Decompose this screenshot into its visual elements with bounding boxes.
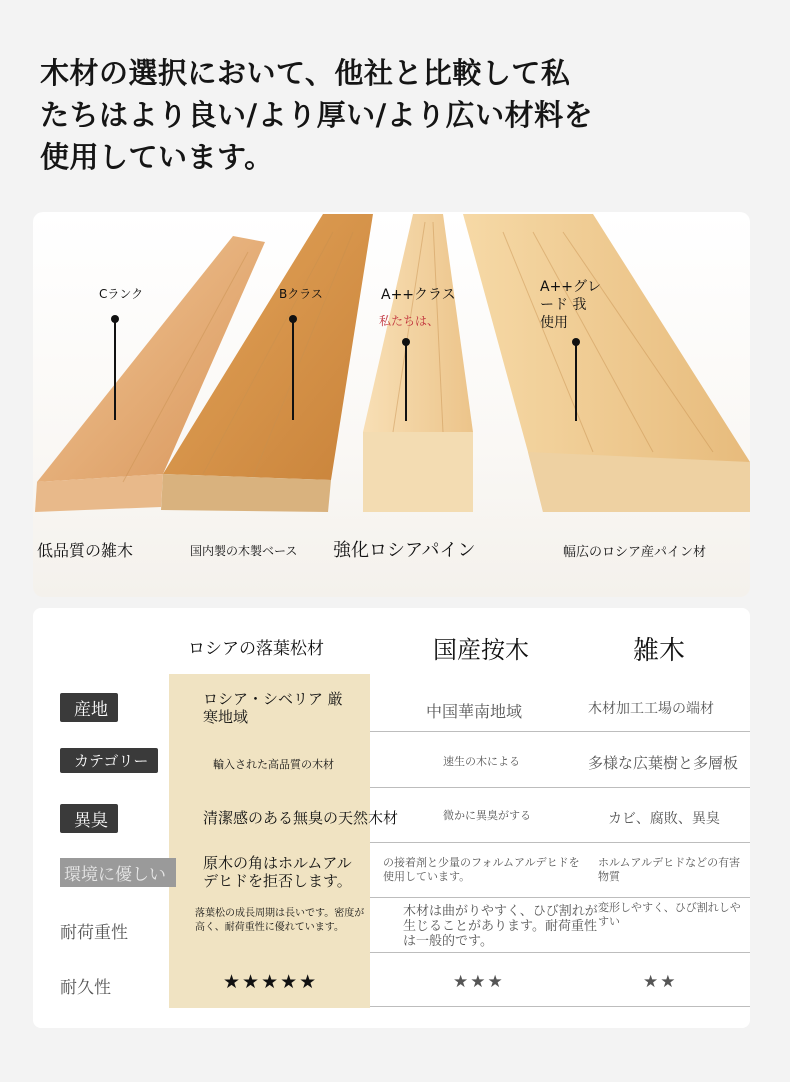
wood-label-c: Cランク [99,287,144,301]
wood-label-wide: A++グレ ード 我 使用 [540,279,602,331]
pointer-c [114,318,116,420]
row-divider [370,952,750,953]
cell-misc-durability-stars: ★★ [643,972,678,992]
wood-caption-b: 国内製の木製ベース [190,544,298,558]
cell-domestic-category: 速生の木による [443,755,520,768]
pointer-b [292,318,294,420]
row-label-durability: 耐久性 [60,978,111,998]
headline-line: 使用しています。 [40,140,274,174]
row-label-category: カテゴリー [60,748,158,773]
wood-sublabel-a: 私たちは、 [379,314,440,328]
cell-larch-odor: 清潔感のある無臭の天然木材 [203,809,399,827]
page-headline [40,52,680,178]
row-label-odor: 異臭 [60,804,118,833]
cell-misc-eco: ホルムアルデヒドなどの有害物質 [598,856,741,883]
cell-domestic-load: 木材は曲がりやすく、ひび割れが生じることがあります。耐荷重性は一般的です。 [403,904,598,949]
pointer-a [405,341,407,421]
wood-caption-a: 強化ロシアパイン [333,540,476,561]
cell-domestic-durability-stars: ★★★ [453,972,505,992]
column-header-larch: ロシアの落葉松材 [188,639,324,659]
row-divider [370,897,750,898]
wood-label-a: A++クラス [381,287,456,303]
row-divider [370,842,750,843]
column-header-misc: 雑木 [633,636,686,666]
headline-line: たちはより良い/より厚い/より広い材料を [40,98,594,132]
cell-misc-odor: カビ、腐敗、異臭 [608,811,720,827]
row-divider [370,787,750,788]
row-divider [370,731,750,732]
row-label-origin: 産地 [60,693,118,722]
cell-larch-category: 輸入された高品質の木材 [213,758,334,771]
row-label-load: 耐荷重性 [60,923,128,943]
comparison-table [33,608,750,1028]
wood-caption-wide: 幅広のロシア産パイン材 [563,545,707,560]
cell-misc-load: 変形しやすく、ひび割れしやすい [598,901,741,928]
pointer-wide [575,341,577,421]
row-divider [370,1006,750,1007]
cell-larch-eco: 原木の角はホルムアルデヒドを拒否します。 [203,854,352,890]
cell-misc-origin: 木材加工工場の端材 [588,701,714,717]
cell-domestic-eco: の接着剤と少量のフォルムアルデヒドを使用しています。 [383,856,580,883]
row-label-eco: 環境に優しい [60,858,176,887]
cell-domestic-origin: 中国華南地域 [426,702,523,721]
wood-label-b: Bクラス [279,287,323,301]
wood-caption-c: 低品質の雑木 [37,541,134,560]
headline-line: 木材の選択において、他社と比較して私 [40,56,571,90]
cell-larch-origin: ロシア・シベリア 厳寒地域 [203,690,343,726]
cell-misc-category: 多様な広葉樹と多層板 [588,754,739,772]
wood-comparison-photo [33,212,750,597]
column-header-domestic: 国産按木 [433,636,529,664]
cell-larch-durability-stars: ★★★★★ [223,971,319,993]
cell-larch-load: 落葉松の成長周期は長いです。密度が高く、耐荷重性に優れています。 [195,908,365,933]
cell-domestic-odor: 微かに異臭がする [443,809,531,822]
